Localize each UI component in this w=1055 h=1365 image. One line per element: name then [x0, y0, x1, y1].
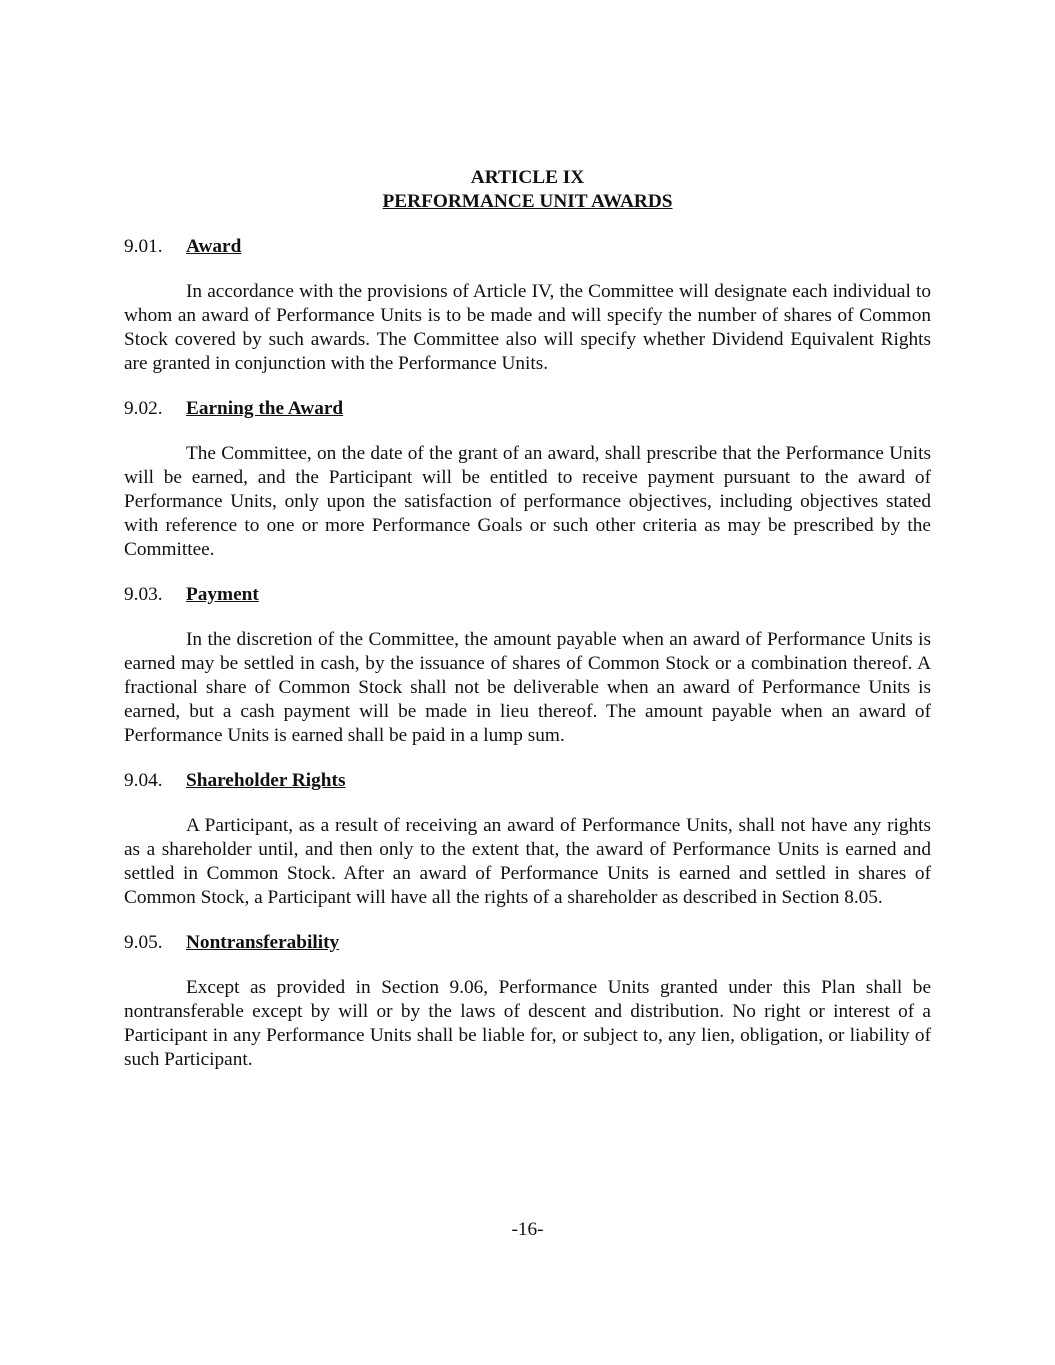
- article-heading: [124, 166, 931, 214]
- section-9-04: [124, 769, 931, 910]
- page-number: -16-: [511, 1219, 544, 1240]
- section-heading: [124, 769, 931, 793]
- section-number: 9.01.: [124, 236, 163, 257]
- section-number: 9.04.: [124, 770, 163, 791]
- section-number: 9.03.: [124, 584, 163, 605]
- section-9-02: [124, 397, 931, 562]
- section-heading: [124, 397, 931, 421]
- section-number: 9.02.: [124, 398, 163, 419]
- section-paragraph: In accordance with the provisions of Article IV, the Committee will designate each individual to whom an award of Performance Units is to be made and will specify the number of shares of Common Stock covered by such awards. The Committee also will specify whether Dividend Equivalent Rights are granted in conjunction with the Performance Units.: [124, 281, 931, 374]
- section-title: Payment: [186, 584, 259, 605]
- section-title: Earning the Award: [186, 398, 344, 419]
- section-paragraph: A Participant, as a result of receiving an award of Performance Units, shall not have any rights as a shareholder until, and then only to the extent that, the award of Performance Units is earned and settled in Common Stock. After an award of Performance Units is earned and settled in shares of Common Stock, a Participant will have all the rights of a shareholder as described in Section 8.05.: [124, 815, 931, 908]
- document-page: [124, 166, 931, 1072]
- section-9-03: [124, 583, 931, 748]
- section-number: 9.05.: [124, 932, 163, 953]
- section-heading: [124, 235, 931, 259]
- section-heading: [124, 931, 931, 955]
- section-title: Nontransferability: [186, 932, 340, 953]
- section-paragraph: In the discretion of the Committee, the amount payable when an award of Performance Units is earned may be settled in cash, by the issuance of shares of Common Stock or a combination thereof. A fractional share of Common Stock shall not be deliverable when an award of Performance Units is earned, but a cash payment will be made in lieu thereof. The amount payable when an award of Performance Units is earned shall be paid in a lump sum.: [124, 629, 931, 746]
- section-9-05: [124, 931, 931, 1072]
- article-label: ARTICLE IX: [470, 167, 585, 188]
- article-title: PERFORMANCE UNIT AWARDS: [382, 191, 673, 212]
- section-paragraph: The Committee, on the date of the grant of an award, shall prescribe that the Performance Units will be earned, and the Participant will be entitled to receive payment pursuant to the award of Performance Units, only upon the satisfaction of performance objectives, including objectives stated with reference to one or more Performance Goals or such other criteria as may be prescribed by the Committee.: [124, 443, 931, 560]
- section-9-01: [124, 235, 931, 376]
- section-paragraph: Except as provided in Section 9.06, Performance Units granted under this Plan shall be nontransferable except by will or by the laws of descent and distribution. No right or interest of a Participant in any Performance Units shall be liable for, or subject to, any lien, obligation, or liability of such Participant.: [124, 977, 931, 1070]
- section-title: Award: [186, 236, 242, 257]
- section-title: Shareholder Rights: [186, 770, 346, 791]
- section-heading: [124, 583, 931, 607]
